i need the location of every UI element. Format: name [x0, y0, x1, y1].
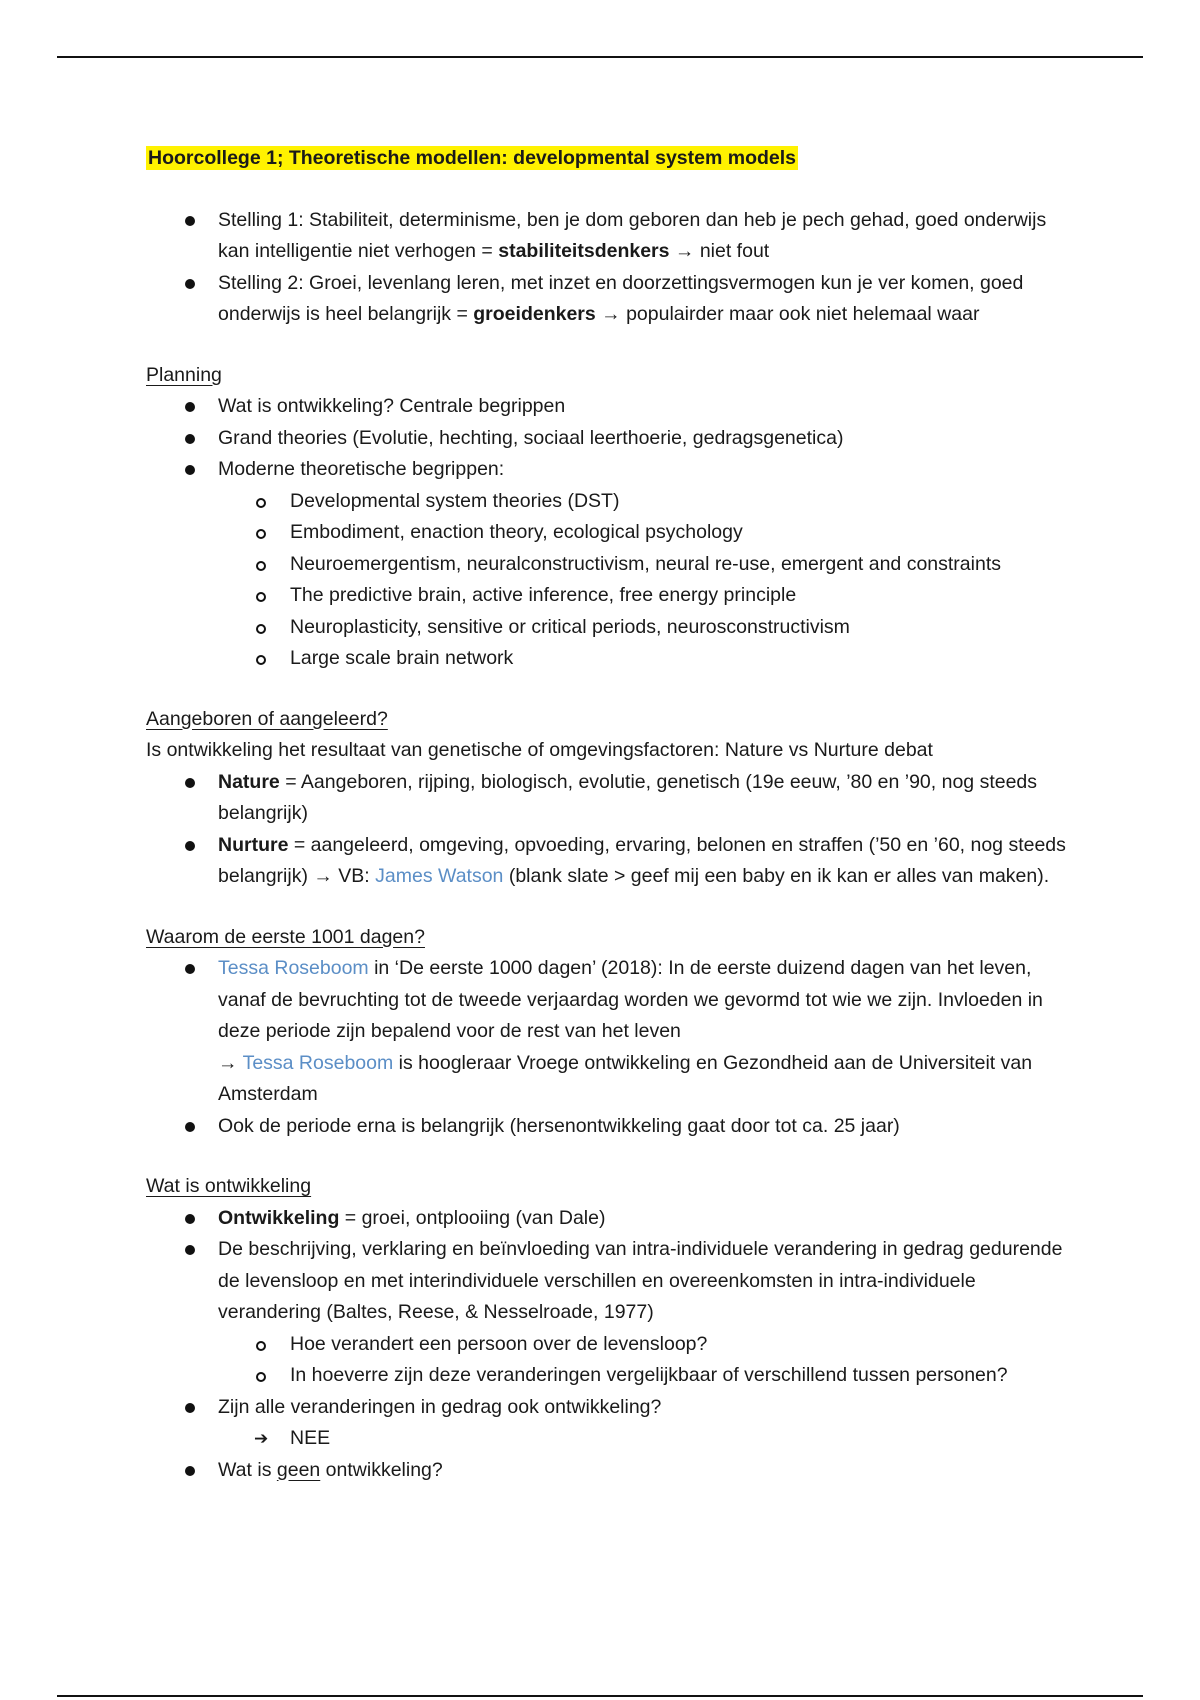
highlighted-title: Hoorcollege 1; Theoretische modellen: developmental system models	[148, 147, 797, 169]
list-item: Ontwikkeling = groei, ontplooiing (van Dale)	[146, 1203, 1066, 1235]
sub-list-item: Neuroplasticity, sensitive or critical periods, neurosconstructivism	[146, 612, 1066, 644]
james-watson-link[interactable]: James Watson	[375, 865, 504, 887]
document-title	[146, 143, 1066, 175]
list-item: Grand theories (Evolutie, hechting, sociaal leerthoerie, gedragsgenetica)	[146, 423, 1066, 455]
list-item: Nature = Aangeboren, rijping, biologisch, evolutie, genetisch (19e eeuw, ’80 en ’90, nog steeds belangrijk)	[146, 767, 1066, 830]
tessa-roseboom-link-2[interactable]: Tessa Roseboom	[242, 1051, 394, 1074]
sub-list-item: Developmental system theories (DST)	[146, 486, 1066, 518]
answer-item: ➔ NEE	[146, 1423, 1066, 1455]
document-body	[146, 143, 1066, 1486]
ontwikkeling-heading: Wat is ontwikkeling	[146, 1175, 312, 1197]
list-item: Stelling 1: Stabiliteit, determinisme, ben je dom geboren dan heb je pech gehad, goed onderwijs kan intelligentie niet verhogen = stabiliteitsdenkers → niet fout	[146, 205, 1066, 268]
top-rule	[57, 56, 1143, 58]
list-item: Tessa Roseboom in ‘De eerste 1000 dagen’ (2018): In de eerste duizend dagen van het leven, vanaf de bevruchting tot de tweede verjaardag worden we gevormd tot wie we zijn. Invloeden in deze periode zijn bepalend voor de rest van het leven → Tessa Roseboom is hoogleraar Vroege ontwikkeling en Gezondheid aan de Universiteit van Amsterdam	[146, 953, 1066, 1111]
sub-list-item: Large scale brain network	[146, 643, 1066, 675]
aangeboren-intro: Is ontwikkeling het resultaat van genetische of omgevingsfactoren: Nature vs Nurture debat	[146, 739, 933, 761]
list-item: Nurture = aangeleerd, omgeving, opvoeding, ervaring, belonen en straffen (’50 en ’60, nog steeds belangrijk) → VB: James Watson (blank slate > geef mij een baby en ik kan er alles van maken).	[146, 830, 1066, 893]
sub-list-item: Neuroemergentism, neuralconstructivism, neural re-use, emergent and constraints	[146, 549, 1066, 581]
list-item: Wat is geen ontwikkeling?	[146, 1455, 1066, 1487]
planning-sublist	[146, 486, 1066, 675]
planning-list	[146, 391, 1066, 675]
nature-nurture-list	[146, 767, 1066, 893]
planning-heading: Planning	[146, 363, 222, 386]
sub-list-item: Hoe verandert een persoon over de levensloop?	[146, 1329, 1066, 1361]
sub-list-item: In hoeverre zijn deze veranderingen vergelijkbaar of verschillend tussen personen?	[146, 1360, 1066, 1392]
sub-list-item: The predictive brain, active inference, free energy principle	[146, 580, 1066, 612]
sub-list-item: Embodiment, enaction theory, ecological psychology	[146, 517, 1066, 549]
bottom-rule	[57, 1695, 1143, 1697]
answer-list	[146, 1423, 1066, 1455]
list-item: Moderne theoretische begrippen: Developmental system theories (DST) Embodiment, enaction theory, ecological psychology Neuroemergentism, neuralconstructivism, neural re-use, emergent and constraints The predictive brain, active inference, free energy principle Neuroplasticity, sensitive or critical periods, neurosconstructivism Large scale brain network	[146, 454, 1066, 675]
aangeboren-heading: Aangeboren of aangeleerd?	[146, 707, 388, 730]
tessa-roseboom-link[interactable]: Tessa Roseboom	[218, 957, 369, 979]
list-item: Wat is ontwikkeling? Centrale begrippen	[146, 391, 1066, 423]
eerste-dagen-heading: Waarom de eerste 1001 dagen?	[146, 925, 425, 948]
ontwikkeling-list	[146, 1203, 1066, 1487]
list-item: De beschrijving, verklaring en beïnvloeding van intra-individuele verandering in gedrag gedurende de levensloop en met interindividuele verschillen en overeenkomsten in intra-individuele verandering (Baltes, Reese, & Nesselroade, 1977) Hoe verandert een persoon over de levensloop? In hoeverre zijn deze veranderingen vergelijkbaar of verschillend tussen personen?	[146, 1234, 1066, 1392]
list-item: Zijn alle veranderingen in gedrag ook ontwikkeling? ➔ NEE	[146, 1392, 1066, 1455]
list-item: Ook de periode erna is belangrijk (hersenontwikkeling gaat door tot ca. 25 jaar)	[146, 1111, 1066, 1143]
list-item: Stelling 2: Groei, levenlang leren, met inzet en doorzettingsvermogen kun je ver komen, goed onderwijs is heel belangrijk = groeidenkers → populairder maar ook niet helemaal waar	[146, 268, 1066, 331]
eerste-dagen-list	[146, 953, 1066, 1142]
ontwikkeling-sublist	[146, 1329, 1066, 1392]
stellingen-list	[146, 205, 1066, 331]
